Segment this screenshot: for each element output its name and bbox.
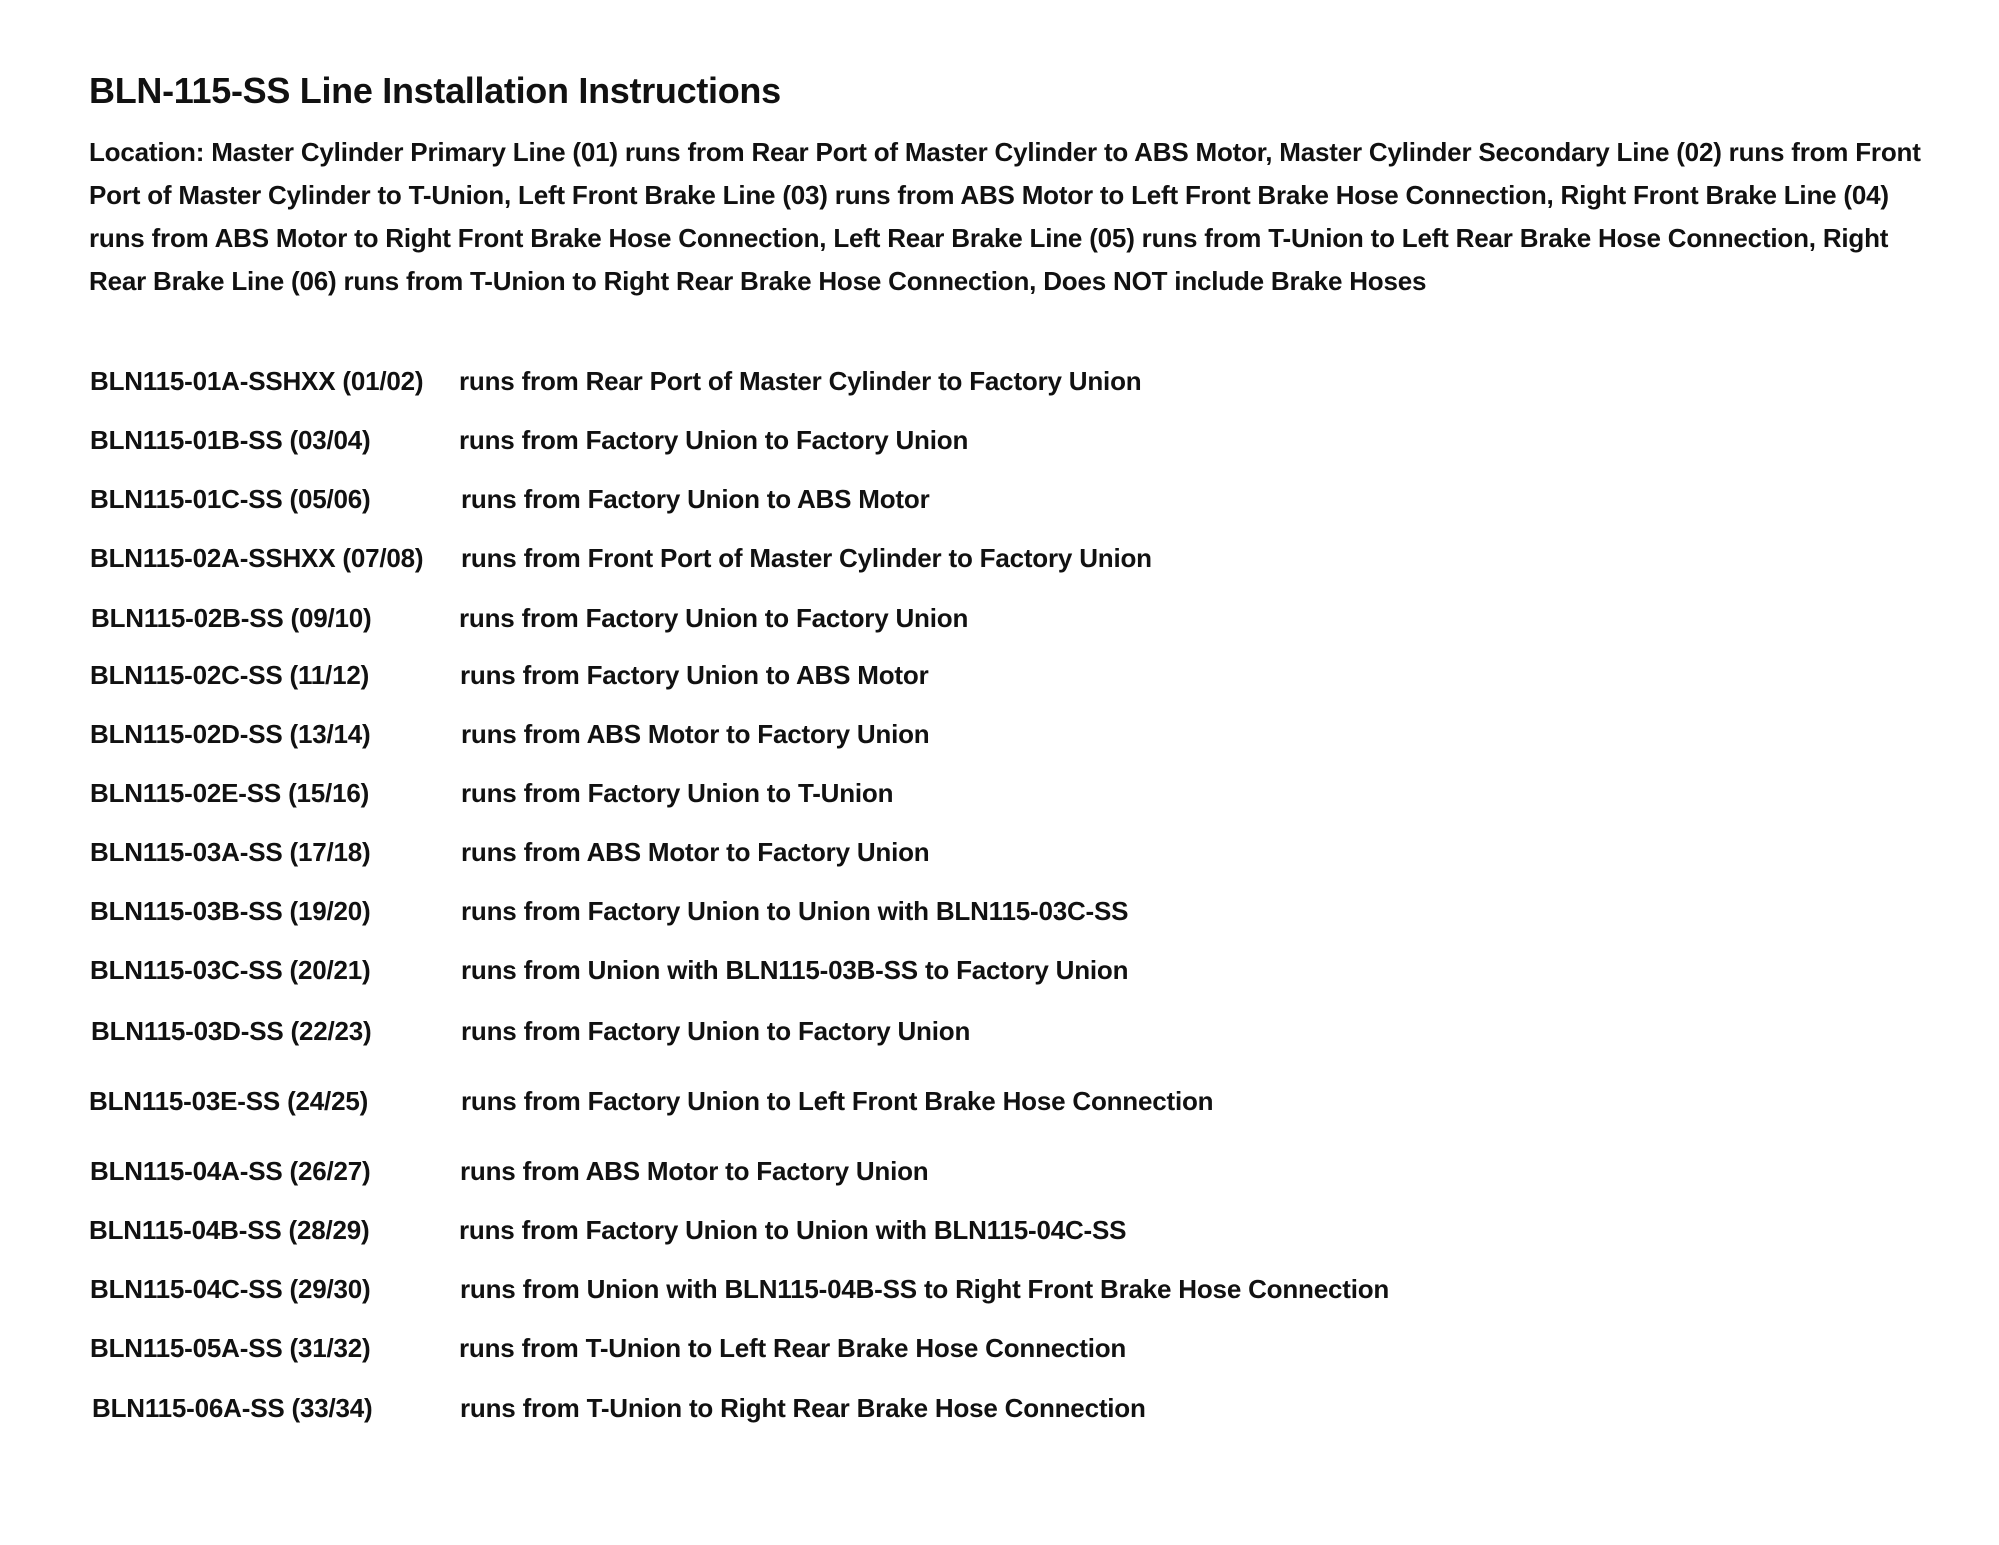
part-number: BLN115-04C-SS (29/30) bbox=[90, 1274, 371, 1304]
document-title: BLN-115-SS Line Installation Instructions bbox=[89, 70, 781, 111]
list-item bbox=[0, 1274, 1999, 1314]
route-description: runs from Union with BLN115-03B-SS to Factory Union bbox=[461, 955, 1129, 985]
list-item bbox=[0, 719, 1999, 759]
part-number: BLN115-02D-SS (13/14) bbox=[90, 719, 371, 749]
route-description: runs from Front Port of Master Cylinder to Factory Union bbox=[461, 543, 1152, 573]
route-description: runs from Factory Union to ABS Motor bbox=[461, 484, 930, 514]
list-item bbox=[0, 1215, 1999, 1255]
route-description: runs from T-Union to Right Rear Brake Hose Connection bbox=[460, 1393, 1146, 1423]
list-item bbox=[0, 543, 1999, 583]
route-description: runs from Factory Union to ABS Motor bbox=[460, 660, 929, 690]
route-description: runs from Factory Union to Factory Union bbox=[459, 425, 969, 455]
route-description: runs from Factory Union to Union with BLN115-03C-SS bbox=[461, 896, 1129, 926]
route-description: runs from Factory Union to Factory Union bbox=[459, 603, 969, 633]
part-number: BLN115-02A-SSHXX (07/08) bbox=[90, 543, 424, 573]
list-item bbox=[0, 955, 1999, 995]
part-number: BLN115-01B-SS (03/04) bbox=[90, 425, 371, 455]
part-number: BLN115-03E-SS (24/25) bbox=[89, 1086, 369, 1116]
part-number: BLN115-01C-SS (05/06) bbox=[90, 484, 371, 514]
route-description: runs from Union with BLN115-04B-SS to Right Front Brake Hose Connection bbox=[460, 1274, 1390, 1304]
part-number: BLN115-05A-SS (31/32) bbox=[90, 1333, 371, 1363]
part-number: BLN115-02C-SS (11/12) bbox=[90, 660, 370, 690]
route-description: runs from ABS Motor to Factory Union bbox=[461, 837, 930, 867]
route-description: runs from T-Union to Left Rear Brake Hose Connection bbox=[459, 1333, 1127, 1363]
list-item bbox=[0, 1156, 1999, 1196]
list-item bbox=[0, 1333, 1999, 1373]
part-number: BLN115-02B-SS (09/10) bbox=[91, 603, 372, 633]
list-item bbox=[0, 366, 1999, 406]
route-description: runs from Factory Union to Union with BLN115-04C-SS bbox=[459, 1215, 1127, 1245]
list-item bbox=[0, 660, 1999, 700]
list-item bbox=[0, 1016, 1999, 1056]
list-item bbox=[0, 837, 1999, 877]
list-item bbox=[0, 603, 1999, 643]
list-item bbox=[0, 896, 1999, 936]
part-number: BLN115-03B-SS (19/20) bbox=[90, 896, 371, 926]
part-number: BLN115-02E-SS (15/16) bbox=[90, 778, 370, 808]
route-description: runs from Factory Union to Left Front Brake Hose Connection bbox=[461, 1086, 1214, 1116]
route-description: runs from Factory Union to Factory Union bbox=[461, 1016, 971, 1046]
location-description: Location: Master Cylinder Primary Line (01) runs from Rear Port of Master Cylinder to ABS Motor, Master Cylinder Secondary Line (02) runs from Front Port of Master Cylinder to T-Union, Left Front Brake Line (03) runs from ABS Motor to Left Front Brake Hose Connection, Right Front Brake Line (04) runs from ABS Motor to Right Front Brake Hose Connection, Left Rear Brake Line (05) runs from T-Union to Left Rear Brake Hose Connection, Right Rear Brake Line (06) runs from T-Union to Right Rear Brake Hose Connection, Does NOT include Brake Hoses bbox=[89, 137, 1921, 296]
part-number: BLN115-04A-SS (26/27) bbox=[90, 1156, 371, 1186]
part-number: BLN115-03C-SS (20/21) bbox=[90, 955, 371, 985]
part-number: BLN115-03D-SS (22/23) bbox=[91, 1016, 372, 1046]
part-number: BLN115-03A-SS (17/18) bbox=[90, 837, 371, 867]
part-number: BLN115-01A-SSHXX (01/02) bbox=[90, 366, 424, 396]
part-number: BLN115-04B-SS (28/29) bbox=[89, 1215, 370, 1245]
route-description: runs from Factory Union to T-Union bbox=[461, 778, 894, 808]
list-item bbox=[0, 778, 1999, 818]
list-item bbox=[0, 1393, 1999, 1433]
route-description: runs from ABS Motor to Factory Union bbox=[461, 719, 930, 749]
list-item bbox=[0, 1086, 1999, 1126]
part-number: BLN115-06A-SS (33/34) bbox=[92, 1393, 373, 1423]
list-item bbox=[0, 425, 1999, 465]
route-description: runs from ABS Motor to Factory Union bbox=[460, 1156, 929, 1186]
route-description: runs from Rear Port of Master Cylinder to Factory Union bbox=[459, 366, 1142, 396]
list-item bbox=[0, 484, 1999, 524]
